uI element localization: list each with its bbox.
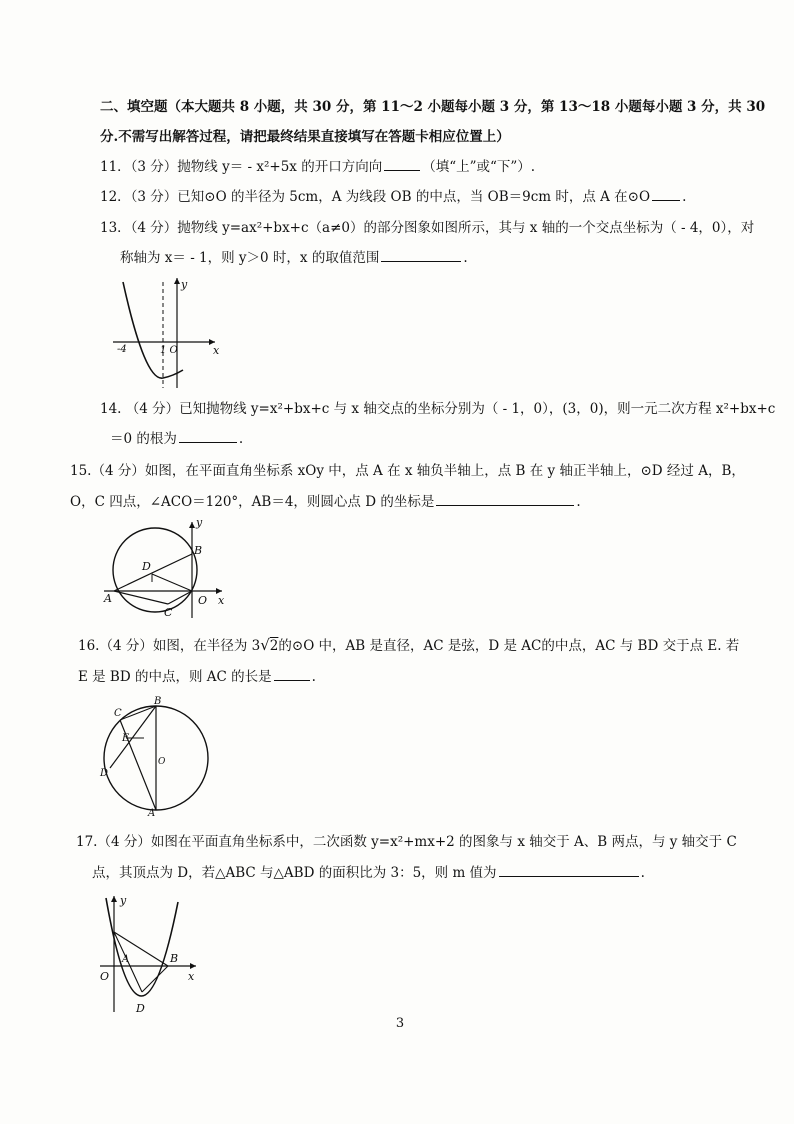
fig17-O-label: O [100,970,110,983]
fig15-x-label: x [218,594,225,607]
fig17-y-label: y [120,894,127,907]
question-17-line2 [92,864,645,882]
question-14-text: ＝0 的根为 [110,431,177,447]
question-16-part1: 16.（4 分）如图，在半径为 3 [78,638,261,654]
fig13-neg4-label: -4 [117,344,127,355]
fig15-O-label: O [198,594,208,607]
answer-blank-11[interactable] [384,158,420,171]
fig13-y-label: y [181,278,188,291]
section-header-line1: 二、填空题（本大题共 8 小题，共 30 分，第 11～2 小题每小题 3 分，第 13～18 小题每小题 3 分，共 30 [100,99,766,115]
question-14-tail: . [238,431,244,447]
fig17-x-label: x [188,970,195,983]
question-16-part2: 的⊙O 中，AB 是直径，AC 是弦，D 是 AC的中点，AC 与 BD 交于点 E. 若 [278,638,740,654]
figure-15-circle [100,516,230,621]
question-17-line1: 17.（4 分）如图在平面直角坐标系中，二次函数 y=x²+mx+2 的图象与 x 轴交于 A、B 两点，与 y 轴交于 C [76,834,737,850]
answer-blank-15[interactable] [436,493,574,506]
question-14-line1: 14. （4 分）已知抛物线 y=x²+bx+c 与 x 轴交点的坐标分别为（ - 1，0），(3，0)，则一元二次方程 x²+bx+c [100,401,776,417]
figure-16-circle [96,696,216,816]
question-15-line1: 15.（4 分）如图，在平面直角坐标系 xOy 中，点 A 在 x 轴负半轴上，点 B 在 y 轴正半轴上，⊙D 经过 A，B， [70,463,745,479]
fig17-B-label: B [170,952,179,965]
question-11 [100,158,535,176]
fig16-D-label: D [100,768,109,779]
section-header-line2: 分.不需写出解答过程，请把最终结果直接填写在答题卡相应位置上） [100,129,510,145]
fig16-E-label: E [122,733,130,744]
question-14-line2 [110,430,243,448]
fig16-C-label: C [114,708,122,719]
fig16-A-label: A [148,808,156,816]
question-17-text: 点，其顶点为 D，若△ABC 与△ABD 的面积比为 3：5，则 m 值为 [92,865,497,881]
fig15-A-label: A [104,592,112,605]
question-15-text: O，C 四点，∠ACO＝120°，AB＝4，则圆心点 D 的坐标是 [70,494,435,510]
question-12 [100,188,686,206]
fig13-x-label: x [213,344,220,357]
question-16-line2 [78,668,316,686]
fig13-axis-label: 1 O [160,345,178,356]
question-15-tail: . [576,494,581,510]
question-17-tail: . [640,865,645,881]
question-16-text: E 是 BD 的中点，则 AC 的长是 [78,669,272,685]
answer-blank-13[interactable] [381,249,461,262]
question-16-line1: 16.（4 分）如图，在半径为 3√2的⊙O 中，AB 是直径，AC 是弦，D 是 AC的中点，AC 与 BD 交于点 E. 若 [78,636,740,654]
question-16-radical: 2 [269,638,279,654]
fig16-B-label: B [154,696,162,707]
answer-blank-17[interactable] [499,864,639,877]
page-number: 3 [395,1016,405,1031]
question-13-text: 称轴为 x＝ - 1，则 y＞0 时，x 的取值范围 [120,250,380,266]
question-13-line1: 13．（4 分）抛物线 y=ax²+bx+c（a≠0）的部分图象如图所示，其与 x 轴的一个交点坐标为（ - 4，0），对 [100,220,755,236]
figure-13-parabola [105,272,225,392]
fig15-y-label: y [196,516,203,529]
question-12-tail: . [682,189,687,205]
question-11-text: 11．（3 分）抛物线 y＝ - x²+5x 的开口方向向 [100,159,383,175]
answer-blank-12[interactable] [652,188,680,201]
fig15-D-label: D [142,560,151,573]
answer-blank-14[interactable] [179,430,237,443]
fig15-B-label: B [194,544,203,557]
question-11-tail: （填“上”或“下”）. [422,159,536,175]
fig16-O-label: O [158,757,166,767]
fig15-C-label: C [164,606,173,619]
figure-17-parabola [96,892,206,1017]
question-12-text: 12．（3 分）已知⊙O 的半径为 5cm，A 为线段 OB 的中点，当 OB＝9cm 时，点 A 在⊙O [100,189,651,205]
question-13-line2 [120,249,468,267]
fig17-D-label: D [136,1002,145,1015]
answer-blank-16[interactable] [274,668,310,681]
question-15-line2 [70,493,581,511]
question-16-tail: . [311,669,316,685]
fig17-A-label: A [122,954,130,965]
question-13-tail: . [463,250,468,266]
